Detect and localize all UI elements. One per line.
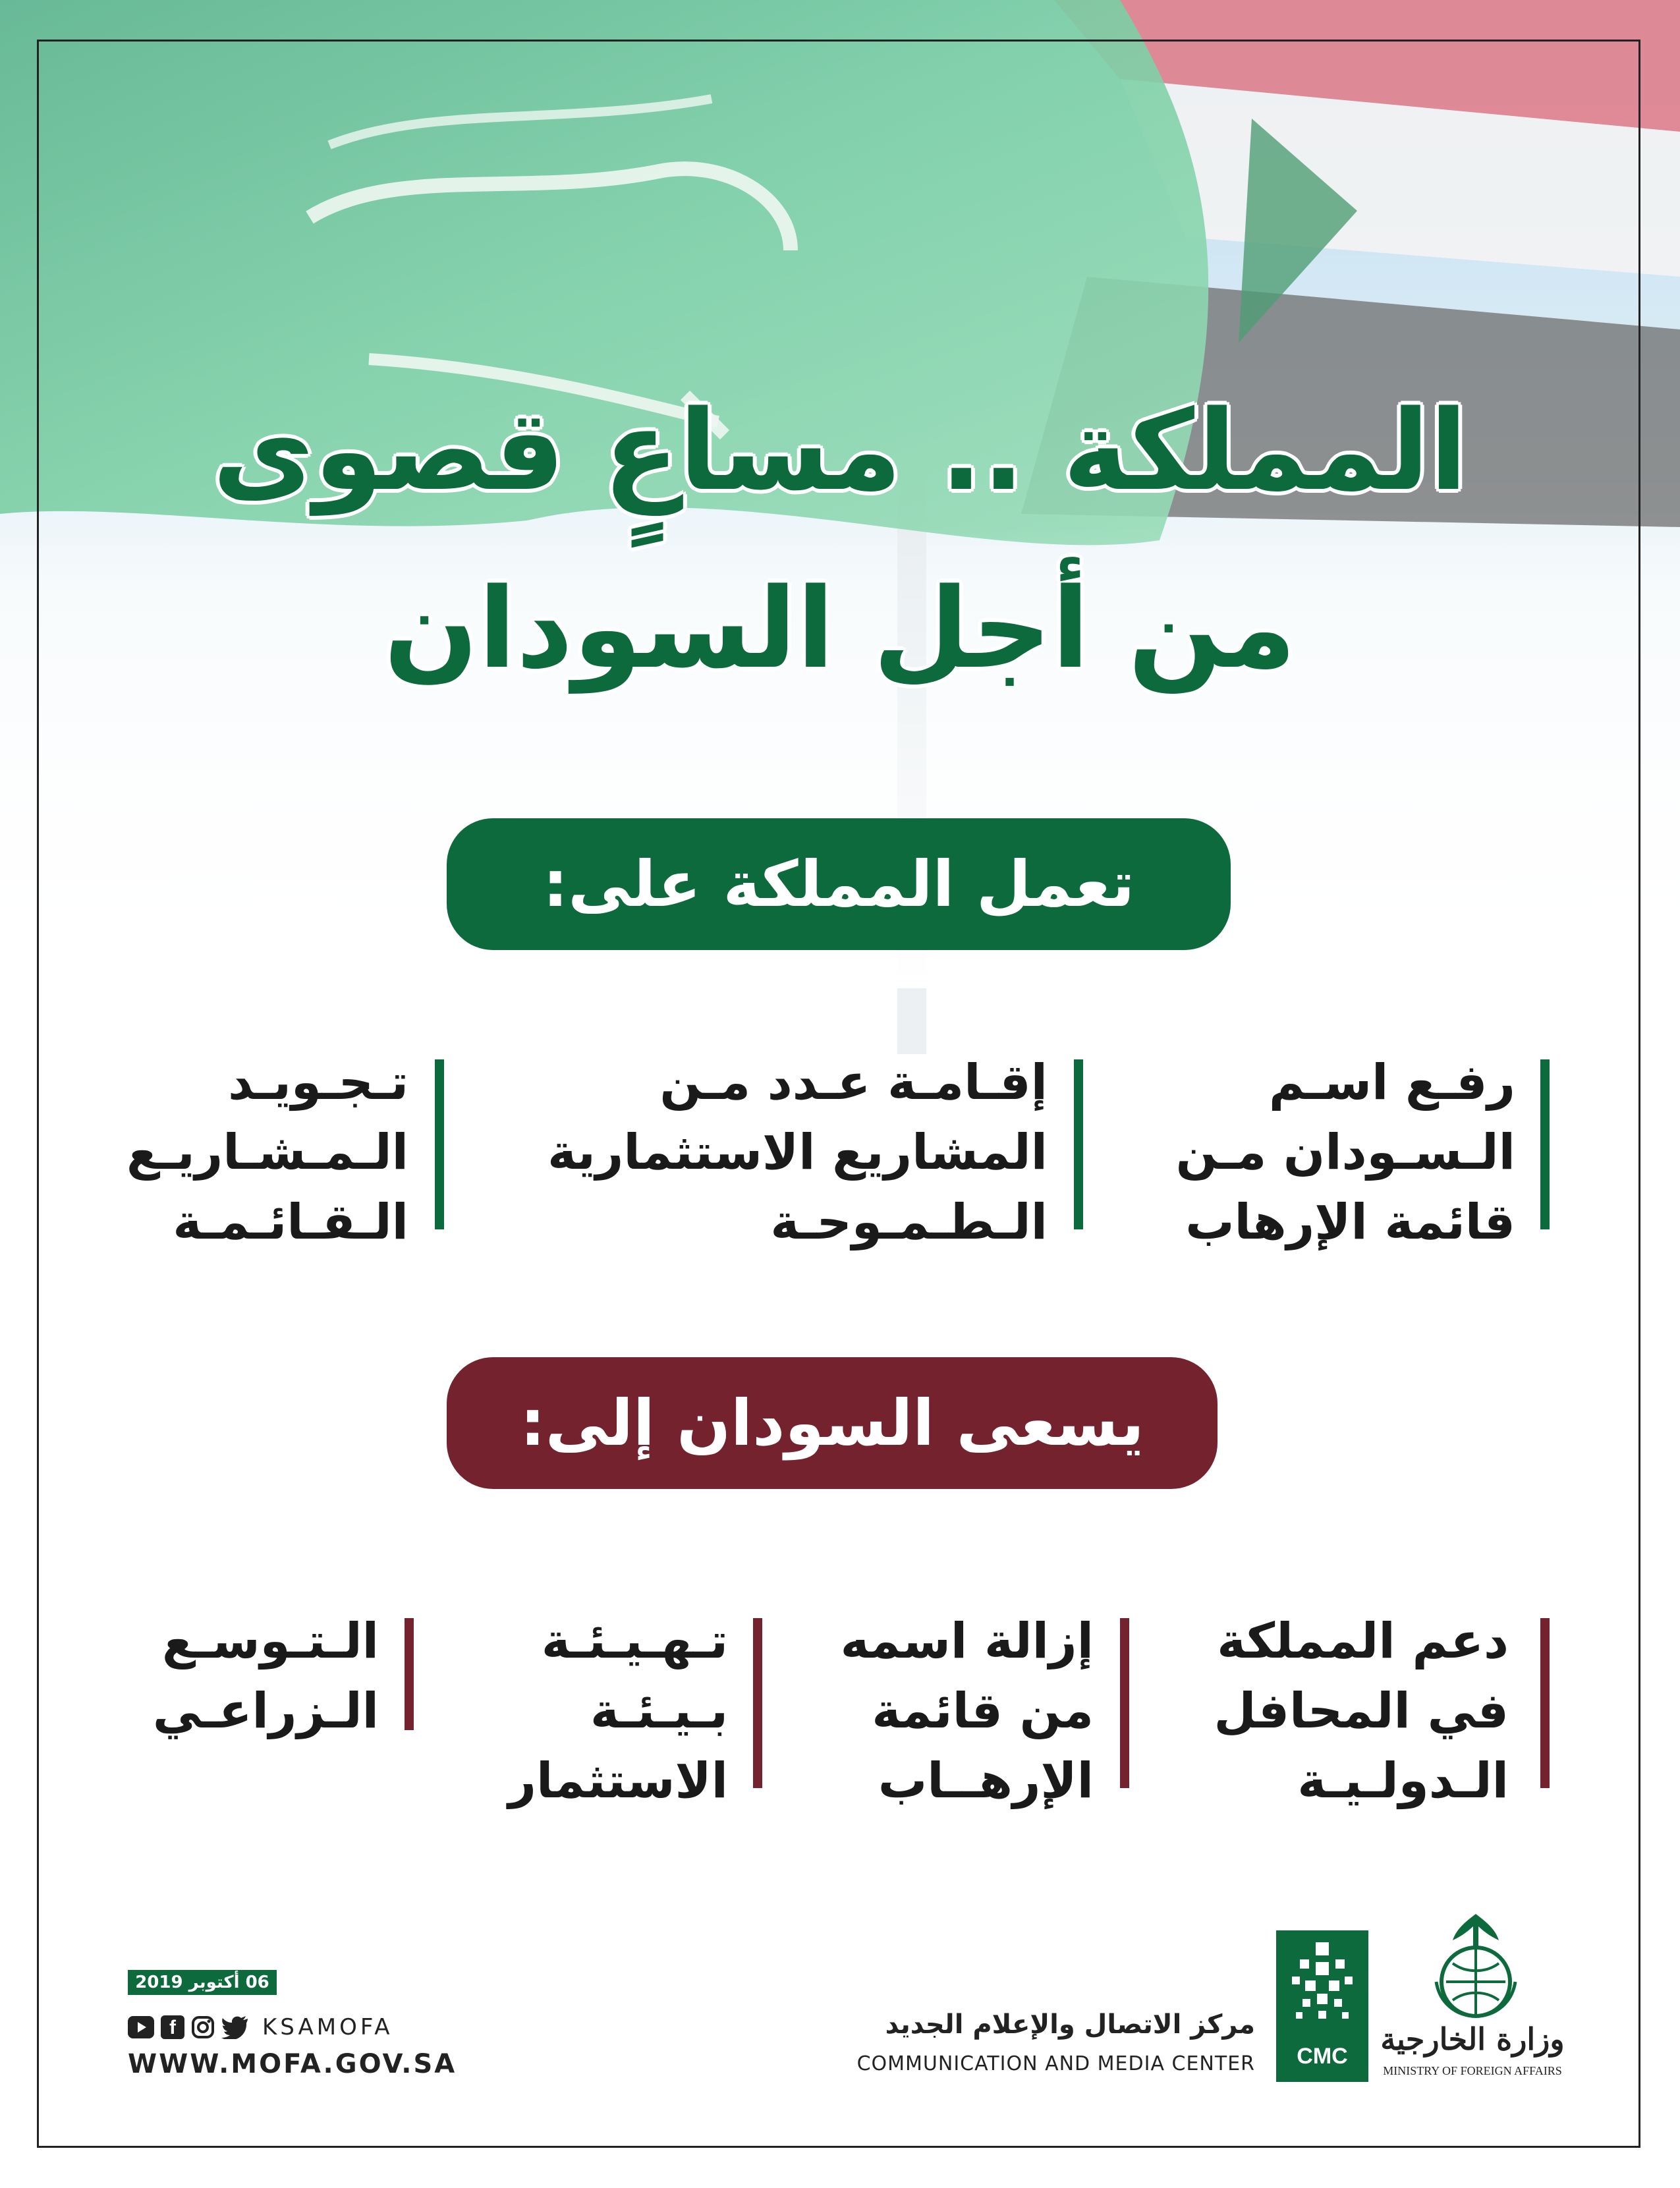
section1-item2-bar xyxy=(1074,1059,1083,1229)
twitter-icon[interactable] xyxy=(221,2015,249,2039)
section1-item1: رفـع اسـم الـسـودان مـن قائمة الإرهاب xyxy=(1175,1054,1515,1250)
social-icons xyxy=(128,2013,393,2042)
page-title-line2: من أجل السودان xyxy=(383,564,1297,693)
instagram-icon[interactable] xyxy=(191,2015,215,2039)
cmc-name-en: COMMUNICATION AND MEDIA CENTER xyxy=(856,2052,1255,2075)
section1-item1-bar xyxy=(1540,1059,1550,1229)
section2-item4-bar xyxy=(405,1618,414,1730)
section2-item2-bar xyxy=(1120,1618,1129,1788)
section2-item1-bar xyxy=(1540,1618,1550,1788)
section2-item2: إزالة اسمه من قائمة الإرهــاب xyxy=(840,1613,1094,1809)
section2-heading: يسعى السودان إلى: xyxy=(447,1357,1218,1489)
section1-item3-bar xyxy=(435,1059,444,1229)
section2-item1: دعم المملكة في المحافل الـدولـيـة xyxy=(1214,1613,1509,1809)
section2-item4: الـتـوسـع الـزراعـي xyxy=(152,1613,379,1739)
mofa-emblem xyxy=(1416,1911,1535,2023)
youtube-icon[interactable] xyxy=(128,2016,154,2038)
cmc-logo-text: CMC xyxy=(1297,2044,1348,2069)
facebook-icon[interactable]: f xyxy=(161,2015,184,2039)
social-handle: KSAMOFA xyxy=(262,2014,393,2040)
date-text: 06 أكتوبر 2019 xyxy=(135,1973,269,1992)
cmc-name-ar: مركز الاتصال والإعلام الجديد xyxy=(885,2009,1255,2040)
section1-item2: إقـامـة عـدد مـن المشاريع الاستثمارية الـطـمـوحـة xyxy=(547,1054,1048,1250)
page-title-line1: المملكة .. مساعٍ قصوى xyxy=(212,386,1468,515)
section1-item3: تـجـويـد الـمـشـاريـع الـقـائـمـة xyxy=(126,1054,408,1250)
section1-heading: تعمل المملكة على: xyxy=(447,818,1231,950)
cmc-logo-mark xyxy=(1276,1930,1368,2042)
mofa-name-en: MINISTRY OF FOREIGN AFFAIRS xyxy=(1383,2064,1562,2077)
date-badge xyxy=(128,1970,277,1995)
cmc-logo xyxy=(1276,1930,1368,2082)
section2-item3: تـهـيـئـة بـيـئـة الاستثمار xyxy=(508,1613,728,1809)
website-link[interactable]: WWW.MOFA.GOV.SA xyxy=(128,2049,457,2079)
section2-item3-bar xyxy=(753,1618,762,1788)
mofa-name-ar: وزارة الخارجية xyxy=(1380,2021,1565,2057)
